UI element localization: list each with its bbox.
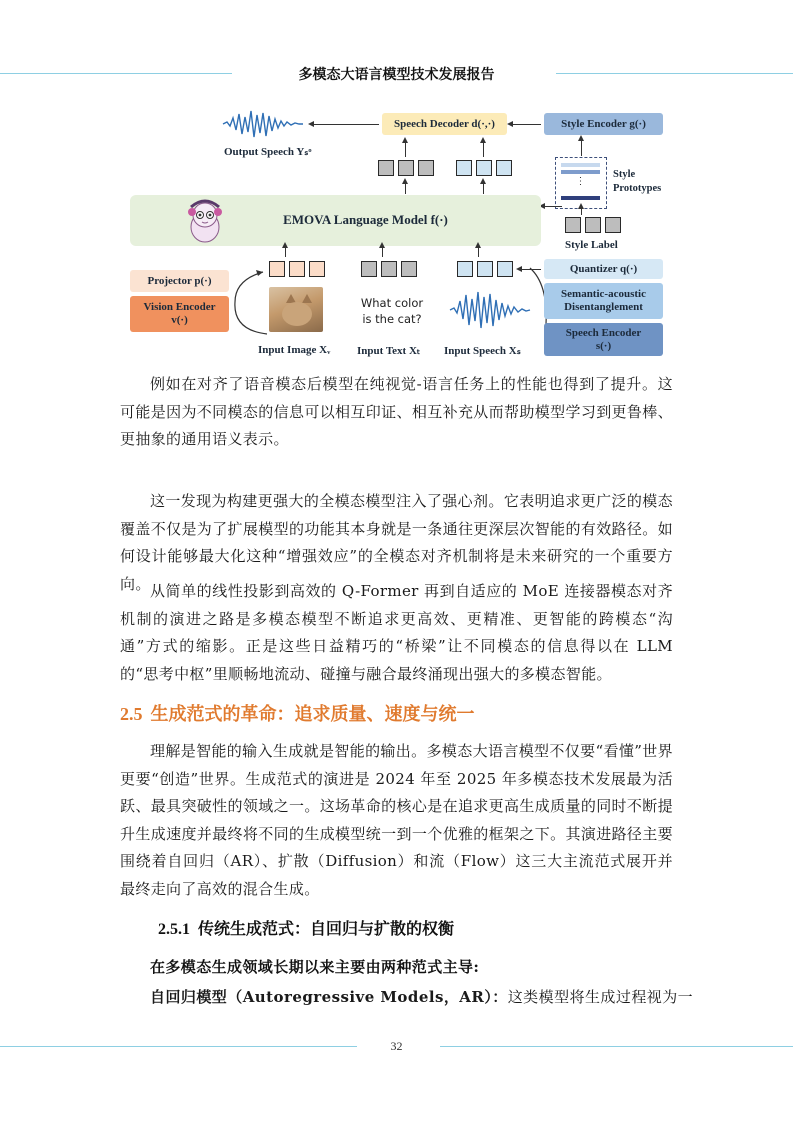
quantizer-box: Quantizer q(·) — [544, 259, 663, 279]
style-label-token — [565, 217, 581, 233]
gray-to-model-arrow — [382, 247, 383, 257]
speech-encoder-box: Speech Encoder s(·) — [544, 323, 663, 356]
section-title: 生成范式的革命：追求质量、速度与统一 — [150, 704, 475, 725]
speech-decoder-box: Speech Decoder d(·,·) — [382, 113, 507, 135]
style-label-token — [605, 217, 621, 233]
prototype-bar — [561, 163, 600, 167]
emova-architecture-figure — [124, 104, 676, 366]
output-speech-label: Output Speech Yₛᵒ — [224, 146, 312, 158]
autoregressive-text: 这类模型将生成过程视为一 — [507, 988, 694, 1006]
label-to-prototypes-arrow — [581, 208, 582, 215]
prototype-bar — [561, 170, 600, 174]
lead-sentence: 在多模态生成领域长期以来主要由两种范式主导: — [150, 958, 480, 976]
style-label-token — [585, 217, 601, 233]
style-to-decoder-arrow — [512, 124, 541, 125]
style-prototypes-label: Style Prototypes — [613, 169, 662, 195]
speech-input-token — [497, 261, 513, 277]
gray-tokens-up-arrow — [405, 142, 406, 157]
text-output-token — [418, 160, 434, 176]
input-text-label: Input Text Xₜ — [357, 345, 421, 357]
paragraph: 例如在对齐了语音模态后模型在纯视觉-语言任务上的性能也得到了提升。这可能是因为不同模态的信息可以相互印证、相互补充从而帮助模型学习到更鲁棒、更抽象的通用语义表示。 — [120, 375, 673, 449]
style-encoder-box: Style Encoder g(·) — [544, 113, 663, 135]
paragraph: 从简单的线性投影到高效的 Q-Former 再到自适应的 MoE 连接器模态对齐机制的演进之路是多模态模型不断追求更高效、更精准、更智能的跨模态“沟通”方式的缩影。正是这些日益精巧的“桥梁”让不同模态的信息得以在 LLM 的“思考中枢”里顺畅地流动、碰撞与融合最终涌现出强大的多模态智能。 — [120, 582, 673, 683]
image-to-encoder-curve-arrow — [227, 264, 269, 336]
blue-to-model-arrow — [478, 247, 479, 257]
vision-input-token — [269, 261, 285, 277]
input-question-text: What color is the cat? — [360, 296, 424, 326]
projector-box: Projector p(·) — [130, 270, 229, 292]
llama-mascot-icon — [183, 197, 227, 243]
speech-output-token — [456, 160, 472, 176]
subsection-heading — [158, 916, 454, 939]
style-prototypes-frame — [555, 157, 607, 209]
speech-input-token — [477, 261, 493, 277]
prototype-ellipsis: ⋮ — [575, 176, 586, 187]
style-label-text: Style Label — [565, 239, 618, 251]
subsection-title: 传统生成范式：自回归与扩散的权衡 — [198, 919, 455, 938]
vision-input-token — [309, 261, 325, 277]
subsection-number: 2.5.1 — [158, 921, 190, 938]
speech-input-token — [457, 261, 473, 277]
input-waveform-icon — [448, 288, 532, 332]
paragraph: 这一发现为构建更强大的全模态模型注入了强心剂。它表明追求更广泛的模态覆盖不仅是为了扩展模型的功能其本身就是一条通往更深层次智能的有效路径。如何设计能够最大化这种“增强效应”的全模态对齐机制将是未来研究的一个重要方向。 — [120, 492, 673, 593]
autoregressive-term: 自回归模型（Autoregressive Models，AR）： — [150, 988, 508, 1006]
orange-to-model-arrow — [285, 247, 286, 257]
prototype-bar — [561, 196, 600, 200]
vision-input-token — [289, 261, 305, 277]
paragraph: 理解是智能的输入生成就是智能的输出。多模态大语言模型不仅要“看懂”世界更要“创造”世界。生成范式的演进是 2024 年至 2025 年多模态技术发展最为活跃、最具突破性的领域之一。这场革命的核心是在追求更高生成质量的同时不断提升生成速度并最终将不同的生成模型统一到一个优雅的框架之下。其演进路径主要围绕着自回归（AR）、扩散（Diffusion）和流（Flow）这三大主流范式展开并最终走向了高效的混合生成。 — [120, 742, 673, 898]
text-output-token — [398, 160, 414, 176]
input-speech-label: Input Speech Xₛ — [444, 345, 521, 357]
text-output-token — [378, 160, 394, 176]
text-input-token — [361, 261, 377, 277]
cat-ear — [302, 294, 312, 303]
section-number: 2.5 — [120, 704, 143, 724]
cat-face — [282, 302, 312, 326]
text-input-token — [401, 261, 417, 277]
speech-output-token — [476, 160, 492, 176]
autoregressive-intro — [150, 986, 694, 1007]
text-input-token — [381, 261, 397, 277]
blue-tokens-up-arrow — [483, 142, 484, 157]
decoder-to-output-arrow — [313, 124, 379, 125]
prototypes-to-style-arrow — [581, 140, 582, 156]
page-number: 32 — [390, 1039, 403, 1053]
section-heading — [120, 700, 475, 726]
model-to-gray-arrow — [405, 183, 406, 194]
vision-encoder-box: Vision Encoder v(·) — [130, 296, 229, 332]
output-waveform-icon — [221, 108, 305, 140]
speech-output-token — [496, 160, 512, 176]
model-to-blue-arrow — [483, 183, 484, 194]
emova-language-model-label: EMOVA Language Model f(·) — [283, 212, 448, 228]
model-to-style-arrow — [544, 206, 562, 207]
input-image-label: Input Image Xᵥ — [258, 344, 331, 356]
running-header: 多模态大语言模型技术发展报告 — [298, 67, 495, 83]
semantic-acoustic-disentanglement-box: Semantic-acoustic Disentanglement — [544, 283, 663, 319]
